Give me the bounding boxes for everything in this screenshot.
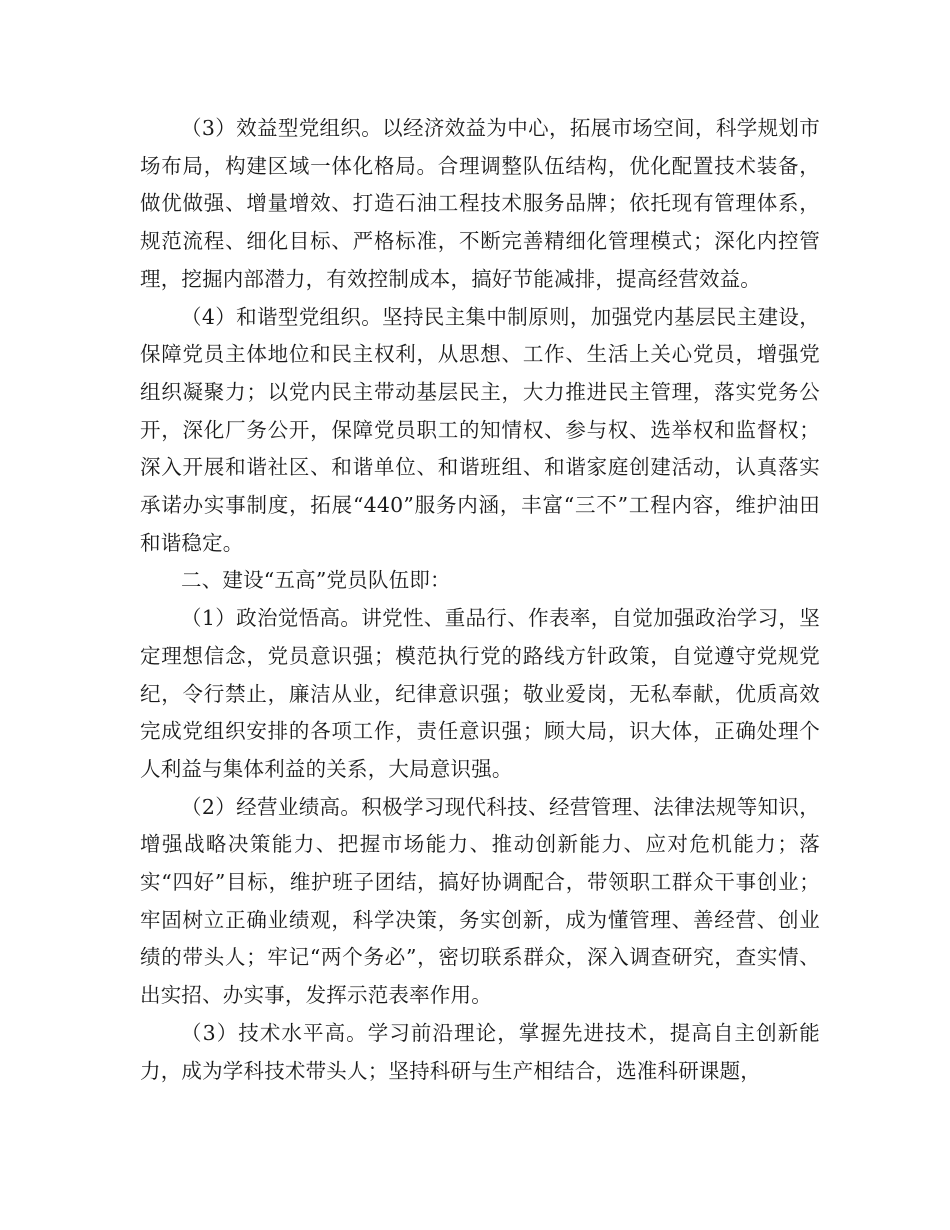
paragraph-political-awareness: （1）政治觉悟高。讲党性、重品行、作表率，自觉加强政治学习，坚定理想信念，党员意识强；模范执行党的路线方针政策，自觉遵守党规党纪，令行禁止，廉洁从业，纪律意识强；敬业爱岗，无私奉献，优质高效完成党组织安排的各项工作，责任意识强；顾大局，识大体，正确处理个人利益与集体利益的关系，大局意识强。 <box>140 606 820 781</box>
paragraph-benefit-party-organization: （3）效益型党组织。以经济效益为中心，拓展市场空间，科学规划市场布局，构建区域一体化格局。合理调整队伍结构，优化配置技术装备，做优做强、增量增效、打造石油工程技术服务品牌；依托现有管理体系，规范流程、细化目标、严格标准，不断完善精细化管理模式；深化内控管理，挖掘内部潜力，有效控制成本，搞好节能减排，提高经营效益。 <box>140 116 820 291</box>
paragraph-business-performance: （2）经营业绩高。积极学习现代科技、经营管理、法律法规等知识，增强战略决策能力、把握市场能力、推动创新能力、应对危机能力；落实“四好”目标，维护班子团结，搞好协调配合，带领职工群众干事创业；牢固树立正确业绩观，科学决策，务实创新，成为懂管理、善经营、创业绩的带头人；牢记“两个务必”，密切联系群众，深入调查研究，查实情、出实招、办实事，发挥示范表率作用。 <box>140 794 820 1008</box>
paragraph-harmonious-party-organization: （4）和谐型党组织。坚持民主集中制原则，加强党内基层民主建设，保障党员主体地位和民主权利，从思想、工作、生活上关心党员，增强党组织凝聚力；以党内民主带动基层民主，大力推进民主管理，落实党务公开，深化厂务公开，保障党员职工的知情权、参与权、选举权和监督权；深入开展和谐社区、和谐单位、和谐班组、和谐家庭创建活动，认真落实承诺办实事制度，拓展“440”服务内涵，丰富“三不”工程内容，维护油田和谐稳定。 <box>140 304 820 555</box>
paragraph-technical-level: （3）技术水平高。学习前沿理论，掌握先进技术，提高自主创新能力，成为学科技术带头人；坚持科研与生产相结合，选准科研课题， <box>140 1020 820 1083</box>
document-body <box>140 110 820 1090</box>
section-heading-five-high-members: 二、建设“五高”党员队伍即： <box>181 568 451 593</box>
